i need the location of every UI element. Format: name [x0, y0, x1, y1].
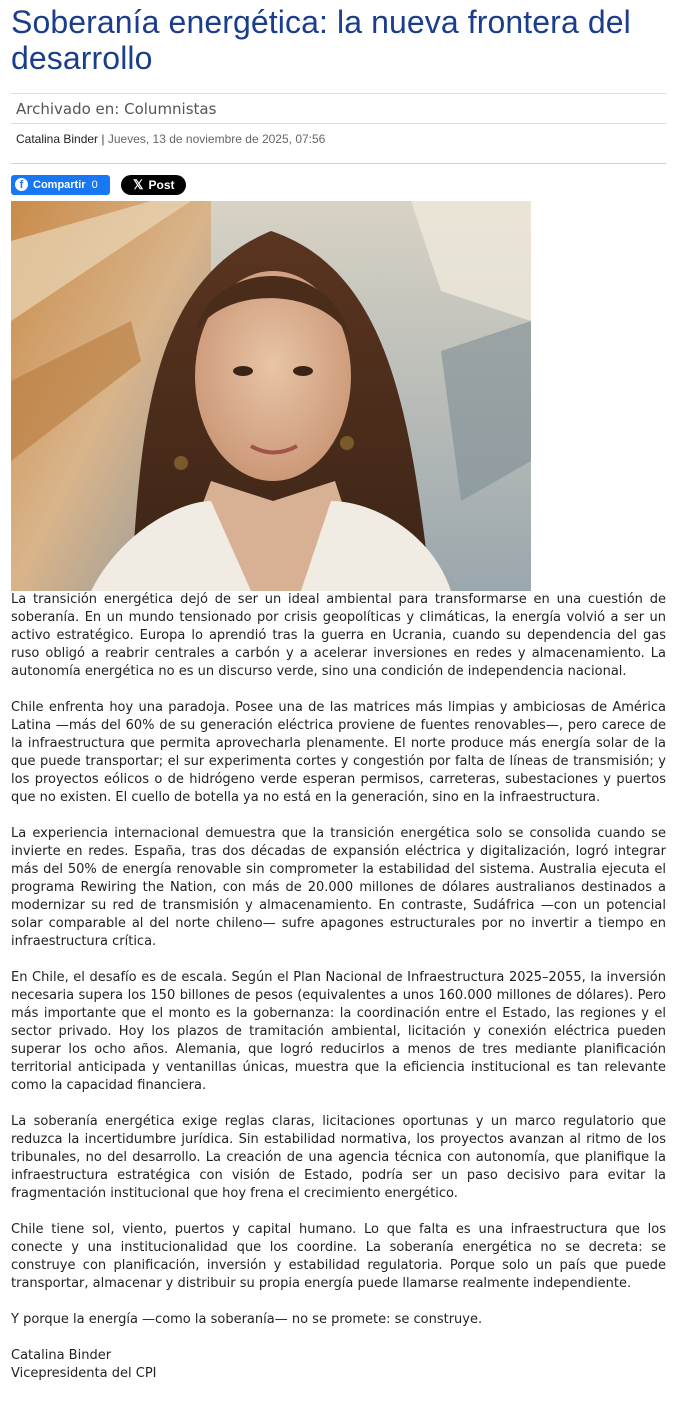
- facebook-share-label: Compartir: [33, 178, 86, 191]
- archive-category: Archivado en: Columnistas: [11, 93, 666, 124]
- author-name: Catalina Binder: [16, 132, 99, 146]
- paragraph: Chile enfrenta hoy una paradoja. Posee una de las matrices más limpias y ambiciosas de América Latina —más del 60% de su generación eléctrica proviene de fuentes renovables—, pero carece de la infraestructura que permita aprovecharla plenamente. El norte produce más energía solar de la que puede transportar; el sur experimenta cortes y congestión por falta de líneas de transmisión; y los proyectos eólicos o de hidrógeno verde esperan permisos, carreteras, subestaciones y puertos que no existen. El cuello de botella ya no está en la generación, sino en la infraestructura.: [11, 700, 666, 805]
- publish-date: Jueves, 13 de noviembre de 2025, 07:56: [107, 132, 326, 146]
- page-title: Soberanía energética: la nueva frontera del desarrollo: [11, 4, 631, 76]
- x-logo-icon: 𝕏: [133, 176, 144, 192]
- signature-role: Vicepresidenta del CPI: [11, 1366, 157, 1381]
- facebook-share-button[interactable]: [11, 175, 110, 195]
- paragraph: Y porque la energía —como la soberanía— no se promete: se construye.: [11, 1312, 483, 1327]
- byline-separator: |: [98, 132, 108, 146]
- x-post-button[interactable]: [121, 175, 186, 195]
- paragraph: En Chile, el desafío es de escala. Según el Plan Nacional de Infraestructura 2025–2055, la inversión necesaria supera los 150 billones de pesos (equivalentes a unos 160.000 millones de dólares). Pero más importante que el monto es la gobernanza: la coordinación entre el Estado, las regiones y el sector privado. Hoy los plazos de tramitación ambiental, licitación y conexión eléctrica pueden superar los ocho años. Alemania, que logró reducirlos a menos de tres mediante planificación territorial anticipada y ventanillas únicas, muestra que la eficiencia institucional es tan relevante como la capacidad financiera.: [11, 970, 666, 1093]
- article-body: [11, 591, 666, 1329]
- paragraph: Chile tiene sol, viento, puertos y capital humano. Lo que falta es una infraestructura que los conecte y una institucionalidad que los coordine. La soberanía energética no se decreta: se construye con planificación, inversión y estabilidad regulatoria. Porque solo un país que puede transportar, almacenar y distribuir su propia energía puede llamarse realmente independiente.: [11, 1222, 666, 1291]
- facebook-icon: f: [15, 178, 28, 191]
- paragraph: La experiencia internacional demuestra que la transición energética solo se consolida cuando se invierte en redes. España, tras dos décadas de expansión eléctrica y digitalización, logró integrar más del 50% de energía renovable sin comprometer la estabilidad del sistema. Australia ejecuta el programa Rewiring the Nation, con más de 20.000 millones de dólares australianos destinados a modernizar su red de transmisión y almacenamiento. En contraste, Sudáfrica —con un potencial solar comparable al del norte chileno— sufre apagones estructurales por no invertir a tiempo en infraestructura crítica.: [11, 826, 666, 949]
- signature-name: Catalina Binder: [11, 1348, 112, 1363]
- x-post-label: Post: [148, 177, 175, 192]
- paragraph: La transición energética dejó de ser un ideal ambiental para transformarse en una cuestión de soberanía. En un mundo tensionado por crisis geopolíticas y climáticas, la energía volvió a ser un activo estratégico. Europa lo aprendió tras la guerra en Ucrania, cuando su dependencia del gas ruso obligó a reabrir centrales a carbón y a acelerar inversiones en redes y almacenamiento. La autonomía energética no es un discurso verde, sino una condición de independencia nacional.: [11, 592, 666, 679]
- author-portrait-image: [11, 201, 531, 591]
- paragraph: La soberanía energética exige reglas claras, licitaciones oportunas y un marco regulatorio que reduzca la incertidumbre jurídica. Sin estabilidad normativa, los proyectos avanzan al ritmo de los tribunales, no del desarrollo. La creación de una agencia técnica con autonomía, que planifique la infraestructura estratégica con visión de Estado, podría ser un paso decisivo para evitar la fragmentación institucional que hoy frena el crecimiento energético.: [11, 1114, 666, 1201]
- facebook-share-count: 0: [91, 178, 98, 191]
- byline: [11, 124, 666, 164]
- share-bar: [11, 164, 666, 197]
- signature: [11, 1347, 666, 1383]
